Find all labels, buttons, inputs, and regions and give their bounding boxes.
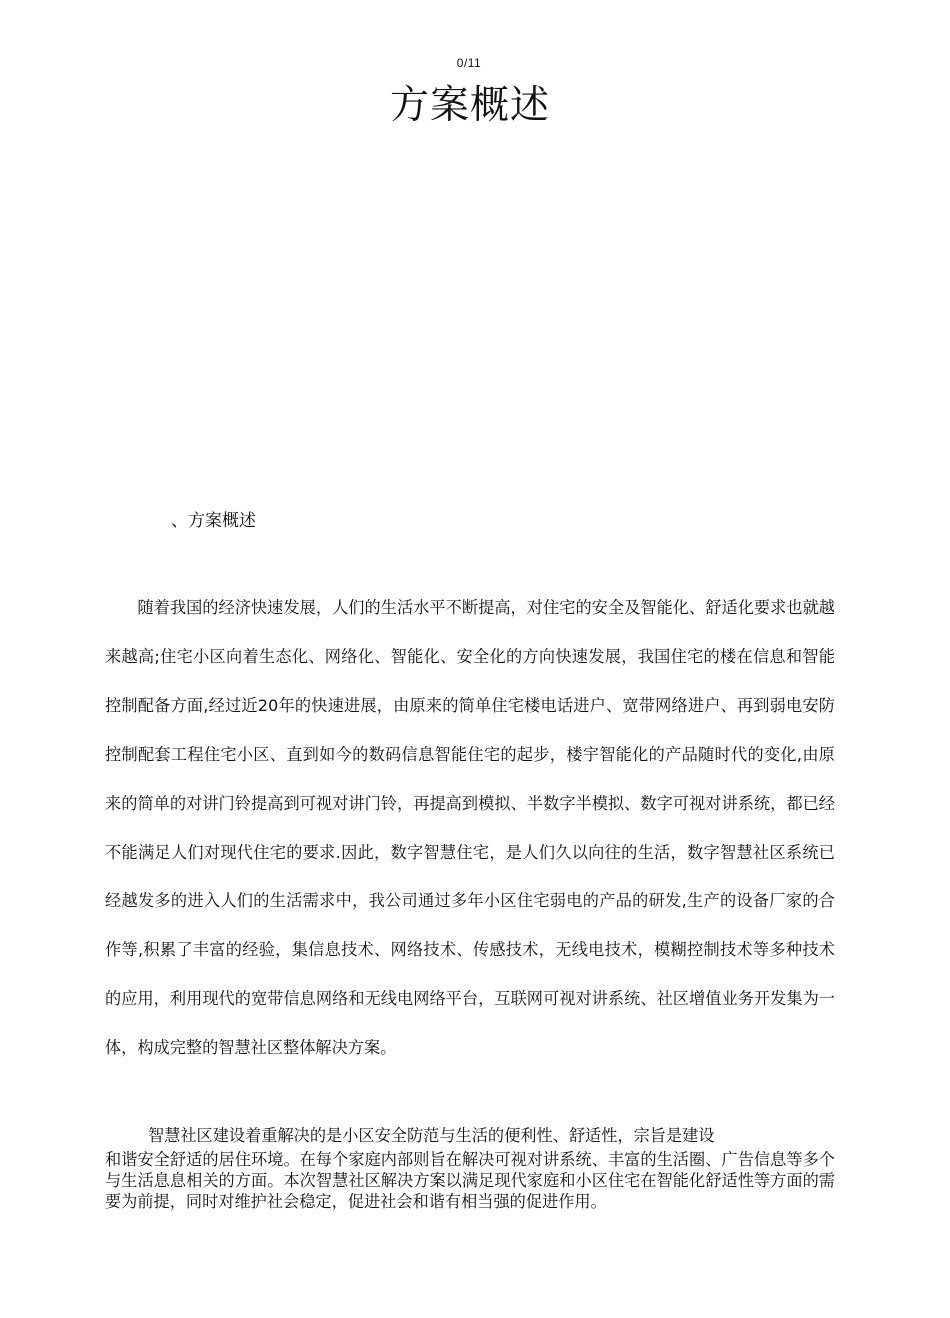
section-heading: 、方案概述 [171,511,256,531]
page-number: 0/11 [456,56,482,70]
body-paragraph-1: 随着我国的经济快速发展，人们的生活水平不断提高，对住宅的安全及智能化、舒适化要求也就越来越高;住宅小区向着生态化、网络化、智能化、安全化的方向快速发展，我国住宅的楼在信息和智能控制配备方面,经过近20年的快速进展，由原来的简单住宅楼电话进户、宽带网络进户、再到弱电安防控制配套工程住宅小区、直到如今的数码信息智能住宅的起步，楼宇智能化的产品随时代的变化,由原来的简单的对讲门铃提高到可视对讲门铃，再提高到模拟、半数字半模拟、数字可视对讲系统，都已经不能满足人们对现代住宅的要求.因此，数字智慧住宅，是人们久以向往的生活，数字智慧社区系统已经越发多的进入人们的生活需求中，我公司通过多年小区住宅弱电的产品的研发,生产的设备厂家的合作等,积累了丰富的经验，集信息技术、网络技术、传感技术，无线电技术，模糊控制技术等多种技术的应用，利用现代的宽带信息网络和无线电网络平台，互联网可视对讲系统、社区增值业务开发集为一体，构成完整的智慧社区整体解决方案。 [105,598,835,1058]
body-paragraph-2-rest: 和谐安全舒适的居住环境。在每个家庭内部则旨在解决可视对讲系统、丰富的生活圈、广告信息等多个与生活息息相关的方面。本次智慧社区解决方案以满足现代家庭和小区住宅在智能化舒适性等方面的需要为前提，同时对维护社会稳定，促进社会和谐有相当强的促进作用。 [105,1150,835,1211]
document-title: 方案概述 [389,83,550,128]
body-paragraph-2-first-line: 智慧社区建设着重解决的是小区安全防范与生活的便利性、舒适性，宗旨是建设 [148,1126,715,1145]
